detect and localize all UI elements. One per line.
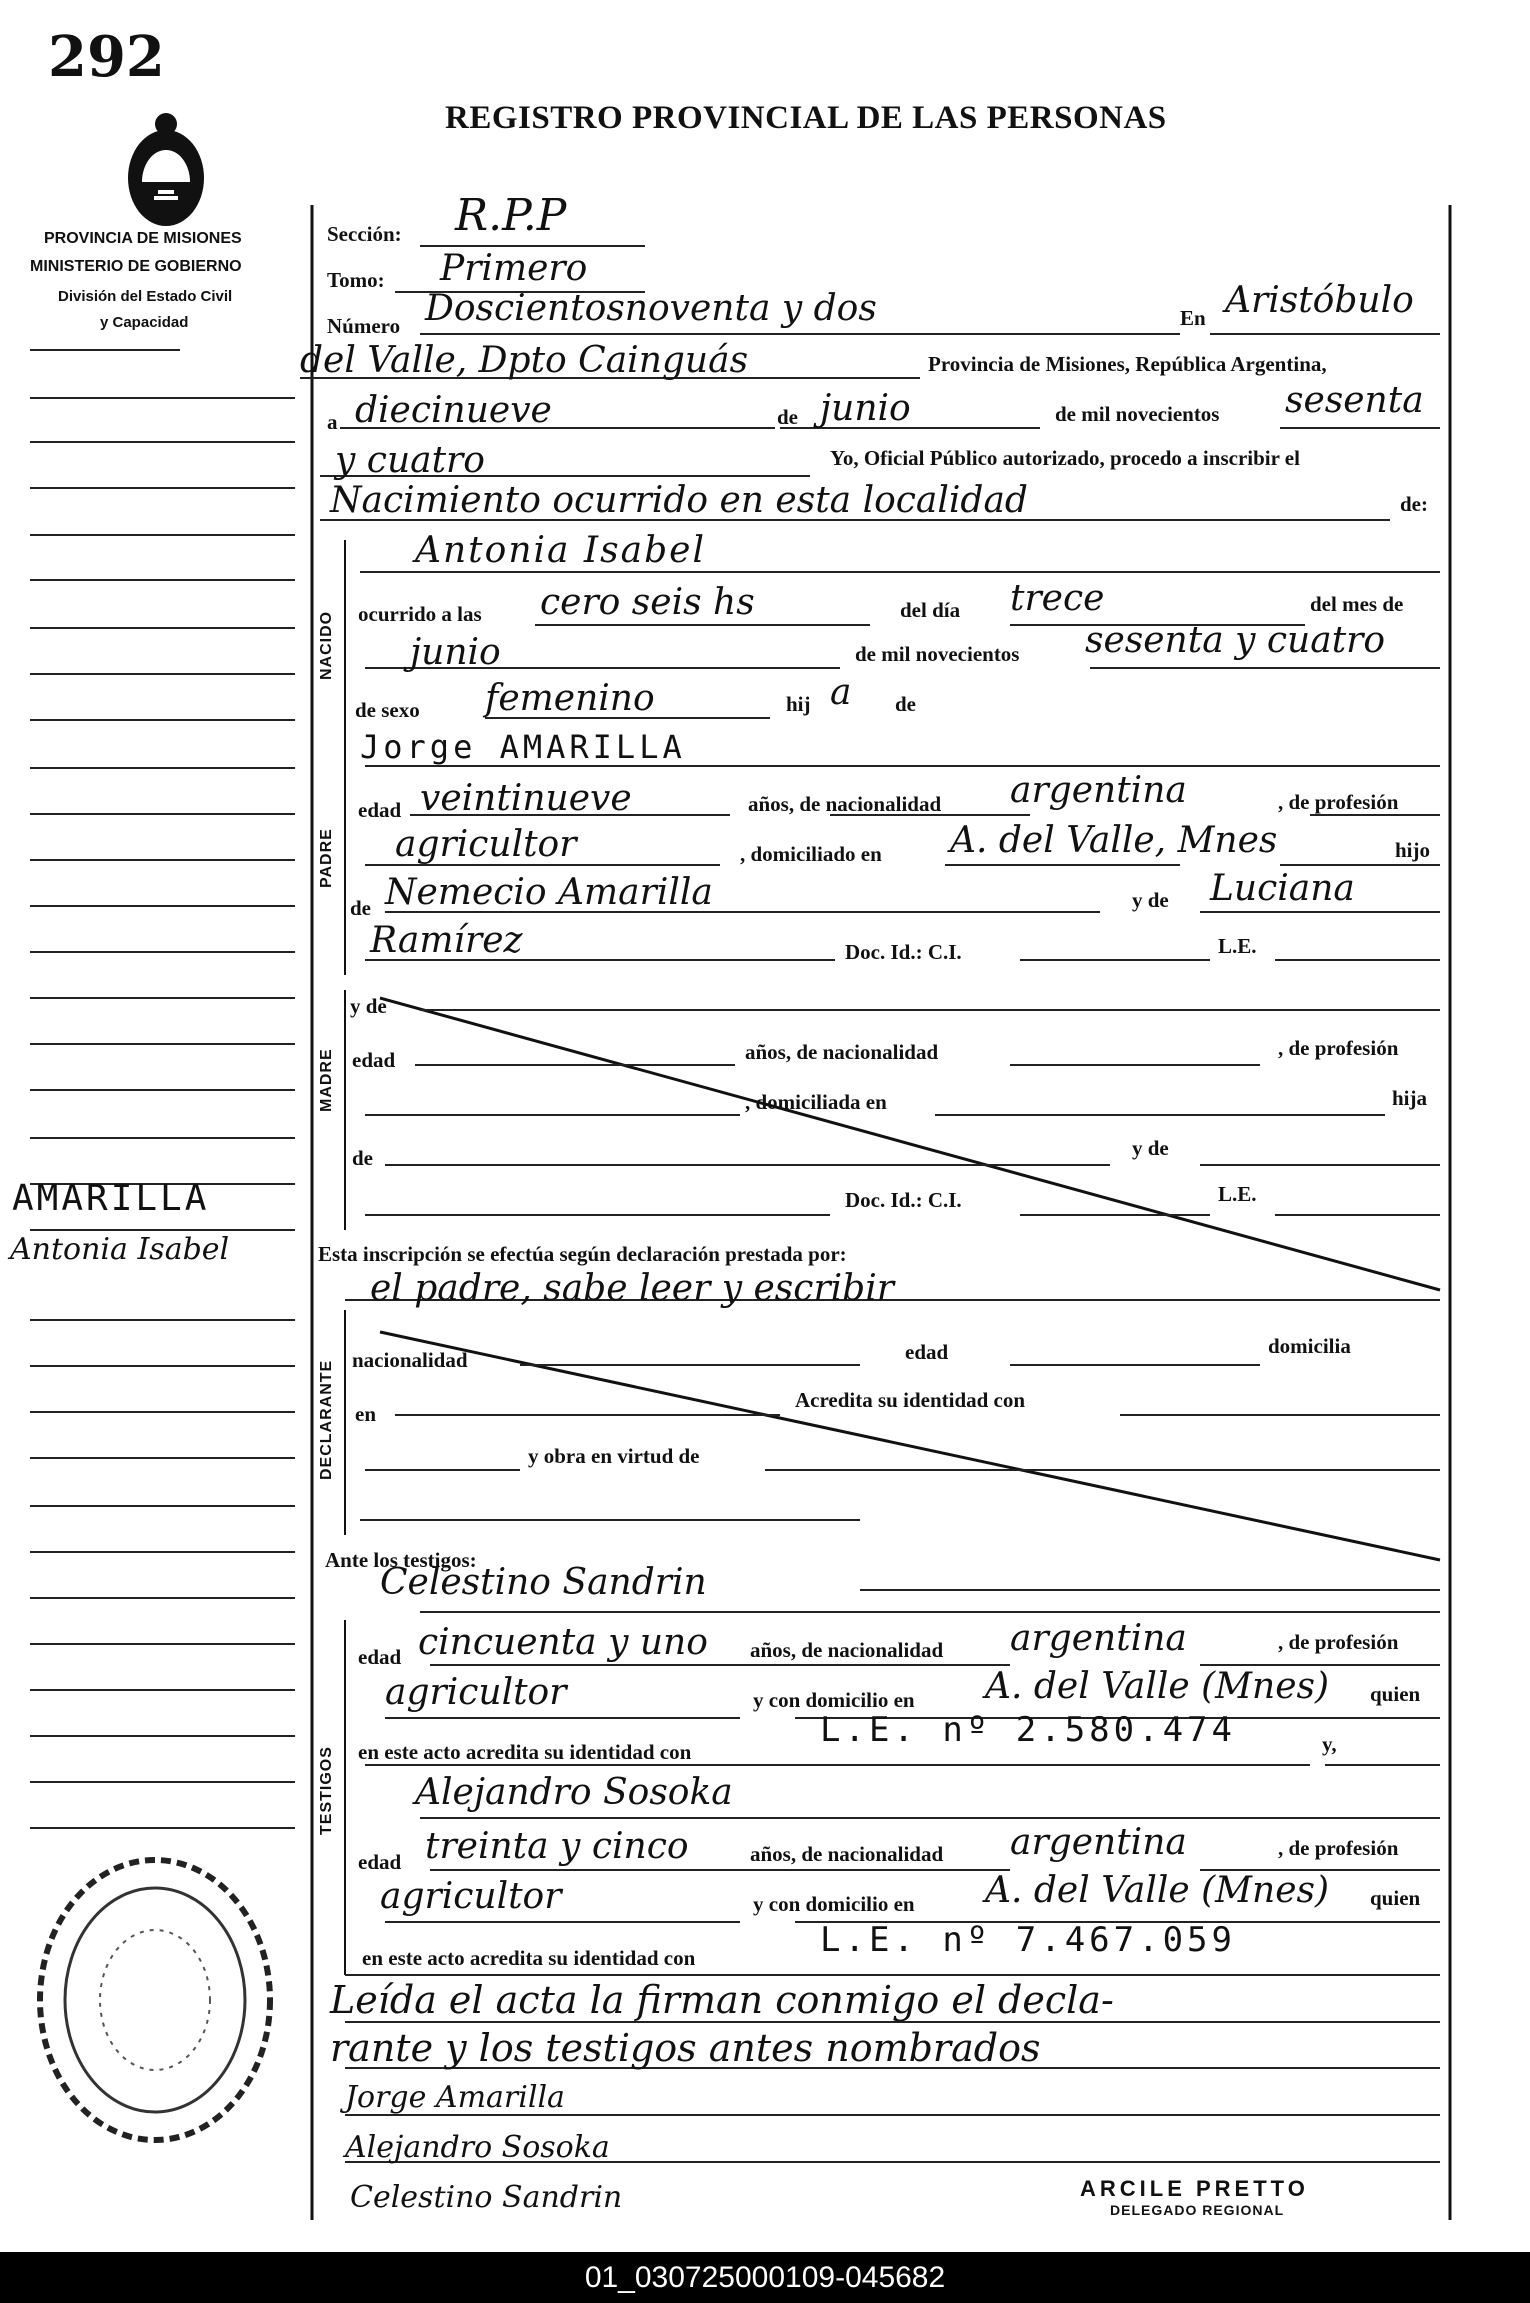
declarante-edad-label: edad	[905, 1340, 949, 1364]
t1-edad-label: edad	[358, 1645, 402, 1669]
mes-value: junio	[820, 388, 911, 429]
madre-le-label: L.E.	[1218, 1182, 1257, 1206]
padre-nac-value: argentina	[1010, 770, 1187, 811]
t1-acredita-label: en este acto acredita su identidad con	[358, 1740, 692, 1764]
padre-doc-label: Doc. Id.: C.I.	[845, 940, 962, 964]
section-madre: MADRE	[318, 1048, 335, 1112]
signature-1: Jorge Amarilla	[345, 2080, 565, 2115]
anio-value-2: y cuatro	[335, 440, 485, 481]
madre-doc-label: Doc. Id.: C.I.	[845, 1188, 962, 1212]
hora-value: cero seis hs	[540, 582, 755, 623]
nacido-anio-label: de mil novecientos	[855, 642, 1020, 666]
padre-prof-label: , de profesión	[1278, 790, 1399, 814]
inscribir-value: Nacimiento ocurrido en esta localidad	[330, 480, 1028, 521]
declarante-nac-label: nacionalidad	[352, 1348, 468, 1372]
provincia-label: Provincia de Misiones, República Argentina,	[928, 352, 1327, 376]
nacido-nombre: Antonia Isabel	[415, 530, 706, 571]
declaracion-label: Esta inscripción se efectúa según declaración prestada por:	[318, 1242, 847, 1266]
padre-dom-label: , domiciliado en	[740, 842, 882, 866]
anio-label: de mil novecientos	[1055, 402, 1220, 426]
madre-y-de-label: y de	[350, 994, 387, 1018]
agency-line-3: División del Estado Civil	[58, 288, 233, 305]
t2-acredita-value: L.E. nº 7.467.059	[820, 1920, 1236, 1960]
declarante-domicilia-label: domicilia	[1268, 1334, 1351, 1358]
t1-nac-label: años, de nacionalidad	[750, 1638, 944, 1662]
padre-nac-label: años, de nacionalidad	[748, 792, 942, 816]
agency-line-1: PROVINCIA DE MISIONES	[44, 230, 242, 247]
margin-note-name: Antonia Isabel	[10, 1232, 230, 1267]
section-nacido: NACIDO	[318, 610, 335, 680]
page-number: 292	[48, 24, 165, 90]
footer-code: 01_030725000109-045682	[0, 2252, 1530, 2303]
seccion-value: R.P.P	[455, 190, 567, 241]
padre-padre-value: Nemecio Amarilla	[385, 872, 713, 913]
hijo-label: hijo	[1395, 838, 1431, 862]
t1-acredita-value: L.E. nº 2.580.474	[820, 1710, 1236, 1750]
a-label: a	[327, 410, 338, 434]
t1-prof-value: agricultor	[385, 1672, 567, 1713]
en-value: Aristóbulo	[1225, 280, 1414, 321]
hija-label: hija	[1392, 1086, 1428, 1110]
hij-label: hij	[786, 692, 811, 716]
padre-le-label: L.E.	[1218, 934, 1257, 958]
padre-dom-value: A. del Valle, Mnes	[950, 820, 1278, 861]
official-name: ARCILE PRETTO	[1080, 2176, 1309, 2201]
numero-value: Doscientosnoventa y dos	[425, 288, 877, 329]
signature-2: Alejandro Sosoka	[345, 2130, 610, 2165]
t1-quien-label: quien	[1370, 1682, 1421, 1706]
t2-acredita-label: en este acto acredita su identidad con	[362, 1946, 696, 1970]
nacido-de-label: de	[895, 692, 916, 716]
section-declarante: DECLARANTE	[318, 1359, 335, 1480]
seccion-label: Sección:	[327, 222, 402, 246]
nacido-mes-value: junio	[410, 632, 501, 673]
t2-dom-label: y con domicilio en	[753, 1892, 915, 1916]
testigo-1-nombre: Celestino Sandrin	[380, 1562, 707, 1603]
padre-edad-value: veintinueve	[420, 778, 632, 819]
lugar-value: del Valle, Dpto Cainguás	[300, 340, 749, 381]
en-label: En	[1180, 306, 1206, 330]
declarante-en-label: en	[355, 1402, 376, 1426]
nacido-anio-value: sesenta y cuatro	[1085, 620, 1386, 661]
padre-de-label: de	[350, 896, 371, 920]
t1-prof-label: , de profesión	[1278, 1630, 1399, 1654]
t1-dom-label: y con domicilio en	[753, 1688, 915, 1712]
del-mes-label: del mes de	[1310, 592, 1404, 616]
t2-edad-value: treinta y cinco	[425, 1826, 689, 1867]
agency-line-4: y Capacidad	[100, 314, 189, 331]
agency-line-2: MINISTERIO DE GOBIERNO	[30, 258, 242, 275]
official-title: DELEGADO REGIONAL	[1110, 2202, 1285, 2218]
signature-3: Celestino Sandrin	[350, 2180, 623, 2215]
t1-y-label: y,	[1322, 1732, 1337, 1756]
padre-madre-value: Luciana	[1210, 868, 1355, 909]
t2-nac-label: años, de nacionalidad	[750, 1842, 944, 1866]
sexo-value: femenino	[485, 678, 655, 719]
margin-note-surname: AMARILLA	[12, 1178, 210, 1219]
del-dia-label: del día	[900, 598, 961, 622]
sexo-label: de sexo	[355, 698, 420, 722]
t2-quien-label: quien	[1370, 1886, 1421, 1910]
declaracion-value: el padre, sabe leer y escribir	[370, 1268, 894, 1309]
dia-value: diecinueve	[355, 390, 552, 431]
madre-y-de-label-2: y de	[1132, 1136, 1169, 1160]
padre-edad-label: edad	[358, 798, 402, 822]
madre-prof-label: , de profesión	[1278, 1036, 1399, 1060]
nacido-dia-value: trece	[1010, 578, 1105, 619]
ocurrido-label: ocurrido a las	[358, 602, 482, 626]
official-stamp-icon	[30, 1850, 280, 2150]
closing-line-1: Leída el acta la firman conmigo el decla-	[330, 1978, 1114, 2022]
declarante-obra-label: y obra en virtud de	[528, 1444, 700, 1468]
hij-value: a	[830, 672, 852, 713]
t1-dom-value: A. del Valle (Mnes)	[985, 1666, 1330, 1707]
t2-edad-label: edad	[358, 1850, 402, 1874]
testigos-ante-label: Ante los testigos:	[325, 1548, 477, 1572]
de-label-2: de:	[1400, 492, 1428, 516]
tomo-value: Primero	[440, 248, 588, 289]
t2-dom-value: A. del Valle (Mnes)	[985, 1870, 1330, 1911]
yo-label: Yo, Oficial Público autorizado, procedo a inscribir el	[830, 446, 1300, 470]
de-label: de	[777, 405, 798, 429]
t2-prof-value: agricultor	[380, 1876, 562, 1917]
t1-edad-value: cincuenta y uno	[418, 1622, 708, 1663]
closing-line-2: rante y los testigos antes nombrados	[330, 2026, 1041, 2070]
padre-madre-value-2: Ramírez	[370, 920, 523, 961]
section-testigos: TESTIGOS	[318, 1746, 335, 1835]
t1-nac-value: argentina	[1010, 1618, 1187, 1659]
t2-nac-value: argentina	[1010, 1822, 1187, 1863]
padre-y-de-label: y de	[1132, 888, 1169, 912]
section-padre: PADRE	[318, 828, 335, 888]
madre-edad-label: edad	[352, 1048, 396, 1072]
anio-value: sesenta	[1285, 380, 1424, 421]
padre-nombre: Jorge AMARILLA	[360, 728, 686, 766]
t2-prof-label: , de profesión	[1278, 1836, 1399, 1860]
page-title: REGISTRO PROVINCIAL DE LAS PERSONAS	[445, 100, 1167, 136]
madre-dom-label: , domiciliada en	[745, 1090, 887, 1114]
madre-de-label: de	[352, 1146, 373, 1170]
testigo-2-nombre: Alejandro Sosoka	[415, 1772, 733, 1813]
padre-prof-value: agricultor	[395, 824, 577, 865]
madre-nac-label: años, de nacionalidad	[745, 1040, 939, 1064]
numero-label: Número	[327, 314, 401, 338]
tomo-label: Tomo:	[327, 268, 385, 292]
declarante-acredita-label: Acredita su identidad con	[795, 1388, 1026, 1412]
